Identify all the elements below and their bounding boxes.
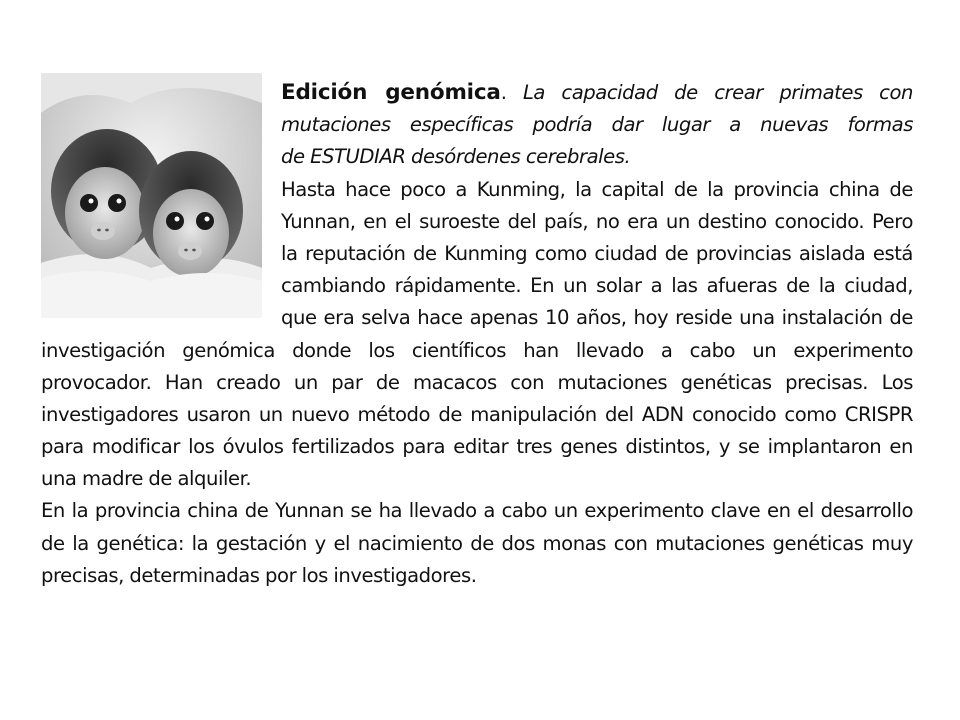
paragraph-line: investigación genómica donde los científicos han llevado a cabo un experimento [41, 338, 913, 362]
paragraph-line: investigadores usaron un nuevo método de manipulación del ADN conocido como CRISPR [41, 402, 913, 426]
paragraph-line: Hasta hace poco a Kunming, la capital de la provincia china de [281, 177, 913, 201]
title-period: . [500, 81, 507, 104]
subtitle-line: La capacidad de crear primates con [522, 81, 914, 104]
paragraph-line: Yunnan, en el suroeste del país, no era un destino conocido. Pero [281, 209, 913, 233]
subtitle-line: de ESTUDIAR desórdenes cerebrales. [281, 145, 631, 169]
paragraph-line: provocador. Han creado un par de macacos con mutaciones genéticas precisas. Los [41, 370, 913, 394]
paragraph-line: que era selva hace apenas 10 años, hoy reside una instalación de [281, 306, 913, 330]
paragraph-line: de la genética: la gestación y el nacimiento de dos monas con mutaciones genéticas muy [41, 531, 913, 555]
paragraph-line: precisas, determinadas por los investigadores. [41, 563, 477, 587]
paragraph-line: una madre de alquiler. [41, 467, 252, 491]
paragraph-line: En la provincia china de Yunnan se ha llevado a cabo un experimento clave en el desarrollo [41, 499, 913, 523]
paragraph-line: cambiando rápidamente. En un solar a las afueras de la ciudad, [281, 274, 913, 298]
paragraph-line: la reputación de Kunming como ciudad de provincias aislada está [281, 241, 913, 265]
article-body [41, 77, 913, 592]
paragraph-line: para modificar los óvulos fertilizados para editar tres genes distintos, y se implantaron en [41, 435, 913, 459]
article-title: Edición genómica [281, 80, 501, 105]
title-line [281, 77, 913, 109]
subtitle-line: mutaciones específicas podría dar lugar a nuevas formas [281, 113, 913, 137]
